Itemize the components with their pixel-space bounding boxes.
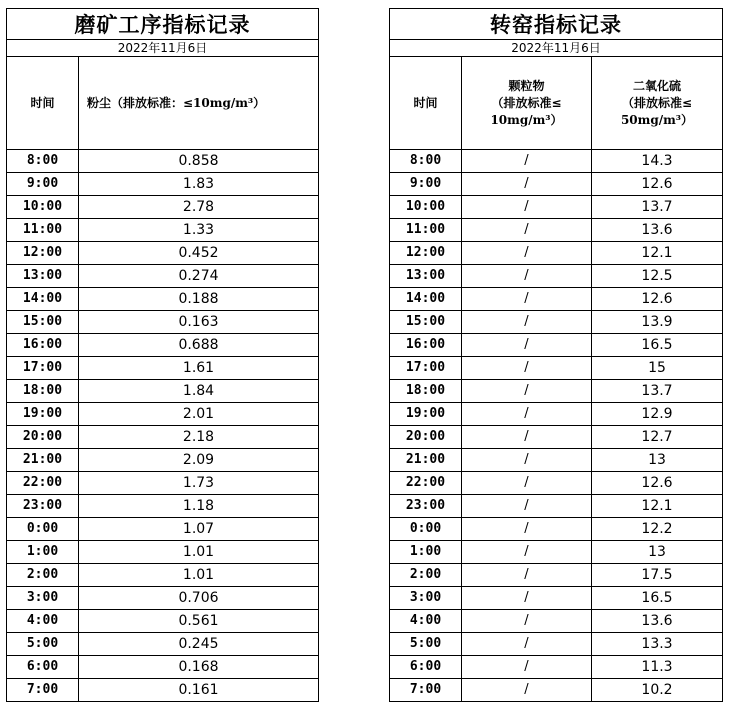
particulate-value-cell: / bbox=[462, 679, 592, 702]
so2-value-cell: 12.1 bbox=[592, 242, 723, 265]
table-row bbox=[390, 541, 723, 564]
particulate-value-cell: / bbox=[462, 656, 592, 679]
particulate-value-cell: / bbox=[462, 380, 592, 403]
table-row bbox=[390, 196, 723, 219]
time-cell: 11:00 bbox=[7, 219, 79, 242]
so2-value-cell: 13.9 bbox=[592, 311, 723, 334]
particulate-value-cell: / bbox=[462, 150, 592, 173]
dust-value-cell: 0.188 bbox=[79, 288, 319, 311]
table-row bbox=[7, 541, 319, 564]
so2-value-cell: 13 bbox=[592, 449, 723, 472]
time-cell: 18:00 bbox=[7, 380, 79, 403]
time-cell: 13:00 bbox=[390, 265, 462, 288]
dust-value-cell: 1.73 bbox=[79, 472, 319, 495]
time-cell: 10:00 bbox=[390, 196, 462, 219]
particulate-value-cell: / bbox=[462, 288, 592, 311]
table-row bbox=[390, 242, 723, 265]
table-row bbox=[7, 656, 319, 679]
so2-value-cell: 16.5 bbox=[592, 334, 723, 357]
dust-value-cell: 1.18 bbox=[79, 495, 319, 518]
so2-column-header bbox=[592, 57, 723, 150]
table-row bbox=[390, 656, 723, 679]
grinding-table-title: 磨矿工序指标记录 bbox=[7, 9, 319, 40]
time-cell: 16:00 bbox=[7, 334, 79, 357]
particulate-value-cell: / bbox=[462, 449, 592, 472]
time-cell: 9:00 bbox=[390, 173, 462, 196]
so2-value-cell: 12.5 bbox=[592, 265, 723, 288]
particulate-value-cell: / bbox=[462, 587, 592, 610]
table-row bbox=[390, 288, 723, 311]
time-cell: 21:00 bbox=[7, 449, 79, 472]
so2-value-cell: 13.3 bbox=[592, 633, 723, 656]
dust-value-cell: 2.78 bbox=[79, 196, 319, 219]
dust-value-cell: 1.84 bbox=[79, 380, 319, 403]
so2-value-cell: 12.9 bbox=[592, 403, 723, 426]
time-cell: 9:00 bbox=[7, 173, 79, 196]
table-row bbox=[390, 518, 723, 541]
grinding-record-table bbox=[6, 8, 319, 702]
time-cell: 8:00 bbox=[390, 150, 462, 173]
dust-value-cell: 1.61 bbox=[79, 357, 319, 380]
table-row bbox=[390, 564, 723, 587]
table-row bbox=[390, 472, 723, 495]
dust-value-cell: 1.83 bbox=[79, 173, 319, 196]
time-cell: 19:00 bbox=[7, 403, 79, 426]
time-cell: 0:00 bbox=[7, 518, 79, 541]
time-cell: 2:00 bbox=[7, 564, 79, 587]
table-row bbox=[7, 334, 319, 357]
dust-value-cell: 0.688 bbox=[79, 334, 319, 357]
so2-value-cell: 13.6 bbox=[592, 610, 723, 633]
time-cell: 17:00 bbox=[7, 357, 79, 380]
table-row bbox=[390, 173, 723, 196]
dust-value-cell: 2.18 bbox=[79, 426, 319, 449]
table-row bbox=[7, 219, 319, 242]
particulate-name: 颗粒物 bbox=[508, 78, 545, 93]
time-cell: 0:00 bbox=[390, 518, 462, 541]
table-row bbox=[7, 196, 319, 219]
time-cell: 2:00 bbox=[390, 564, 462, 587]
dust-value-cell: 0.706 bbox=[79, 587, 319, 610]
time-cell: 1:00 bbox=[7, 541, 79, 564]
time-cell: 12:00 bbox=[390, 242, 462, 265]
so2-value-cell: 12.6 bbox=[592, 472, 723, 495]
dust-value-cell: 0.168 bbox=[79, 656, 319, 679]
table-row bbox=[7, 495, 319, 518]
kiln-table-title: 转窑指标记录 bbox=[390, 9, 723, 40]
particulate-value-cell: / bbox=[462, 403, 592, 426]
time-cell: 4:00 bbox=[7, 610, 79, 633]
time-cell: 10:00 bbox=[7, 196, 79, 219]
particulate-column-header bbox=[462, 57, 592, 150]
so2-standard: （排放标准≤ bbox=[621, 95, 693, 110]
table-row bbox=[390, 449, 723, 472]
time-cell: 5:00 bbox=[7, 633, 79, 656]
particulate-value-cell: / bbox=[462, 357, 592, 380]
particulate-value-cell: / bbox=[462, 196, 592, 219]
dust-value-cell: 0.858 bbox=[79, 150, 319, 173]
table-row bbox=[7, 311, 319, 334]
table-row bbox=[7, 288, 319, 311]
particulate-value-cell: / bbox=[462, 426, 592, 449]
table-row bbox=[390, 587, 723, 610]
table-row bbox=[7, 679, 319, 702]
so2-value-cell: 12.1 bbox=[592, 495, 723, 518]
so2-value-cell: 17.5 bbox=[592, 564, 723, 587]
dust-value-cell: 2.01 bbox=[79, 403, 319, 426]
time-cell: 18:00 bbox=[390, 380, 462, 403]
dust-value-cell: 1.01 bbox=[79, 541, 319, 564]
table-row bbox=[390, 265, 723, 288]
table-row bbox=[390, 495, 723, 518]
time-cell: 6:00 bbox=[390, 656, 462, 679]
dust-value-cell: 0.561 bbox=[79, 610, 319, 633]
table-row bbox=[390, 403, 723, 426]
time-cell: 4:00 bbox=[390, 610, 462, 633]
so2-value-cell: 15 bbox=[592, 357, 723, 380]
particulate-value-cell: / bbox=[462, 219, 592, 242]
time-cell: 17:00 bbox=[390, 357, 462, 380]
table-row bbox=[7, 610, 319, 633]
time-cell: 20:00 bbox=[7, 426, 79, 449]
time-cell: 15:00 bbox=[390, 311, 462, 334]
dust-value-cell: 0.452 bbox=[79, 242, 319, 265]
table-row bbox=[7, 449, 319, 472]
so2-value-cell: 13.7 bbox=[592, 196, 723, 219]
time-cell: 14:00 bbox=[7, 288, 79, 311]
time-cell: 5:00 bbox=[390, 633, 462, 656]
time-cell: 3:00 bbox=[390, 587, 462, 610]
particulate-value-cell: / bbox=[462, 495, 592, 518]
dust-value-cell: 1.01 bbox=[79, 564, 319, 587]
table-row bbox=[7, 633, 319, 656]
table-row bbox=[7, 403, 319, 426]
table-row bbox=[7, 150, 319, 173]
time-cell: 19:00 bbox=[390, 403, 462, 426]
table-row bbox=[7, 587, 319, 610]
particulate-value-cell: / bbox=[462, 242, 592, 265]
so2-value-cell: 12.2 bbox=[592, 518, 723, 541]
particulate-unit: 10mg/m³） bbox=[490, 112, 563, 127]
so2-value-cell: 12.6 bbox=[592, 173, 723, 196]
so2-unit: 50mg/m³） bbox=[620, 112, 694, 127]
table-row bbox=[7, 265, 319, 288]
so2-value-cell: 11.3 bbox=[592, 656, 723, 679]
time-cell: 16:00 bbox=[390, 334, 462, 357]
time-column-header: 时间 bbox=[390, 57, 462, 150]
table-row bbox=[7, 242, 319, 265]
time-cell: 20:00 bbox=[390, 426, 462, 449]
time-cell: 23:00 bbox=[7, 495, 79, 518]
so2-value-cell: 10.2 bbox=[592, 679, 723, 702]
so2-value-cell: 14.3 bbox=[592, 150, 723, 173]
time-cell: 11:00 bbox=[390, 219, 462, 242]
so2-value-cell: 16.5 bbox=[592, 587, 723, 610]
table-row bbox=[7, 518, 319, 541]
so2-value-cell: 13.6 bbox=[592, 219, 723, 242]
dust-value-cell: 0.161 bbox=[79, 679, 319, 702]
so2-value-cell: 12.6 bbox=[592, 288, 723, 311]
so2-value-cell: 13 bbox=[592, 541, 723, 564]
table-row bbox=[7, 173, 319, 196]
particulate-value-cell: / bbox=[462, 564, 592, 587]
time-cell: 1:00 bbox=[390, 541, 462, 564]
particulate-value-cell: / bbox=[462, 311, 592, 334]
table-row bbox=[390, 357, 723, 380]
time-cell: 13:00 bbox=[7, 265, 79, 288]
dust-value-cell: 0.274 bbox=[79, 265, 319, 288]
time-cell: 15:00 bbox=[7, 311, 79, 334]
table-row bbox=[7, 357, 319, 380]
table-row bbox=[390, 426, 723, 449]
table-row bbox=[390, 610, 723, 633]
time-cell: 22:00 bbox=[390, 472, 462, 495]
kiln-record-table bbox=[389, 8, 723, 702]
time-cell: 6:00 bbox=[7, 656, 79, 679]
time-cell: 7:00 bbox=[7, 679, 79, 702]
dust-value-cell: 1.33 bbox=[79, 219, 319, 242]
table-row bbox=[7, 380, 319, 403]
time-cell: 21:00 bbox=[390, 449, 462, 472]
time-cell: 23:00 bbox=[390, 495, 462, 518]
grinding-table-date: 2022年11月6日 bbox=[7, 40, 319, 57]
time-cell: 14:00 bbox=[390, 288, 462, 311]
time-cell: 7:00 bbox=[390, 679, 462, 702]
dust-value-cell: 0.245 bbox=[79, 633, 319, 656]
table-row bbox=[390, 311, 723, 334]
particulate-value-cell: / bbox=[462, 472, 592, 495]
particulate-value-cell: / bbox=[462, 518, 592, 541]
time-cell: 12:00 bbox=[7, 242, 79, 265]
table-row bbox=[390, 219, 723, 242]
time-cell: 3:00 bbox=[7, 587, 79, 610]
time-cell: 22:00 bbox=[7, 472, 79, 495]
time-column-header: 时间 bbox=[7, 57, 79, 150]
table-row bbox=[390, 679, 723, 702]
particulate-value-cell: / bbox=[462, 265, 592, 288]
particulate-value-cell: / bbox=[462, 541, 592, 564]
particulate-value-cell: / bbox=[462, 633, 592, 656]
dust-value-cell: 1.07 bbox=[79, 518, 319, 541]
table-row bbox=[390, 150, 723, 173]
table-row bbox=[390, 334, 723, 357]
table-row bbox=[7, 426, 319, 449]
dust-value-cell: 0.163 bbox=[79, 311, 319, 334]
table-row bbox=[7, 472, 319, 495]
table-row bbox=[390, 633, 723, 656]
table-row bbox=[7, 564, 319, 587]
dust-value-cell: 2.09 bbox=[79, 449, 319, 472]
so2-value-cell: 12.7 bbox=[592, 426, 723, 449]
so2-value-cell: 13.7 bbox=[592, 380, 723, 403]
time-cell: 8:00 bbox=[7, 150, 79, 173]
so2-name: 二氧化硫 bbox=[633, 78, 682, 93]
kiln-table-date: 2022年11月6日 bbox=[390, 40, 723, 57]
particulate-standard: （排放标准≤ bbox=[491, 95, 562, 110]
table-row bbox=[390, 380, 723, 403]
particulate-value-cell: / bbox=[462, 173, 592, 196]
particulate-value-cell: / bbox=[462, 610, 592, 633]
particulate-value-cell: / bbox=[462, 334, 592, 357]
dust-column-header: 粉尘（排放标准：≤10mg/m³） bbox=[79, 57, 319, 150]
